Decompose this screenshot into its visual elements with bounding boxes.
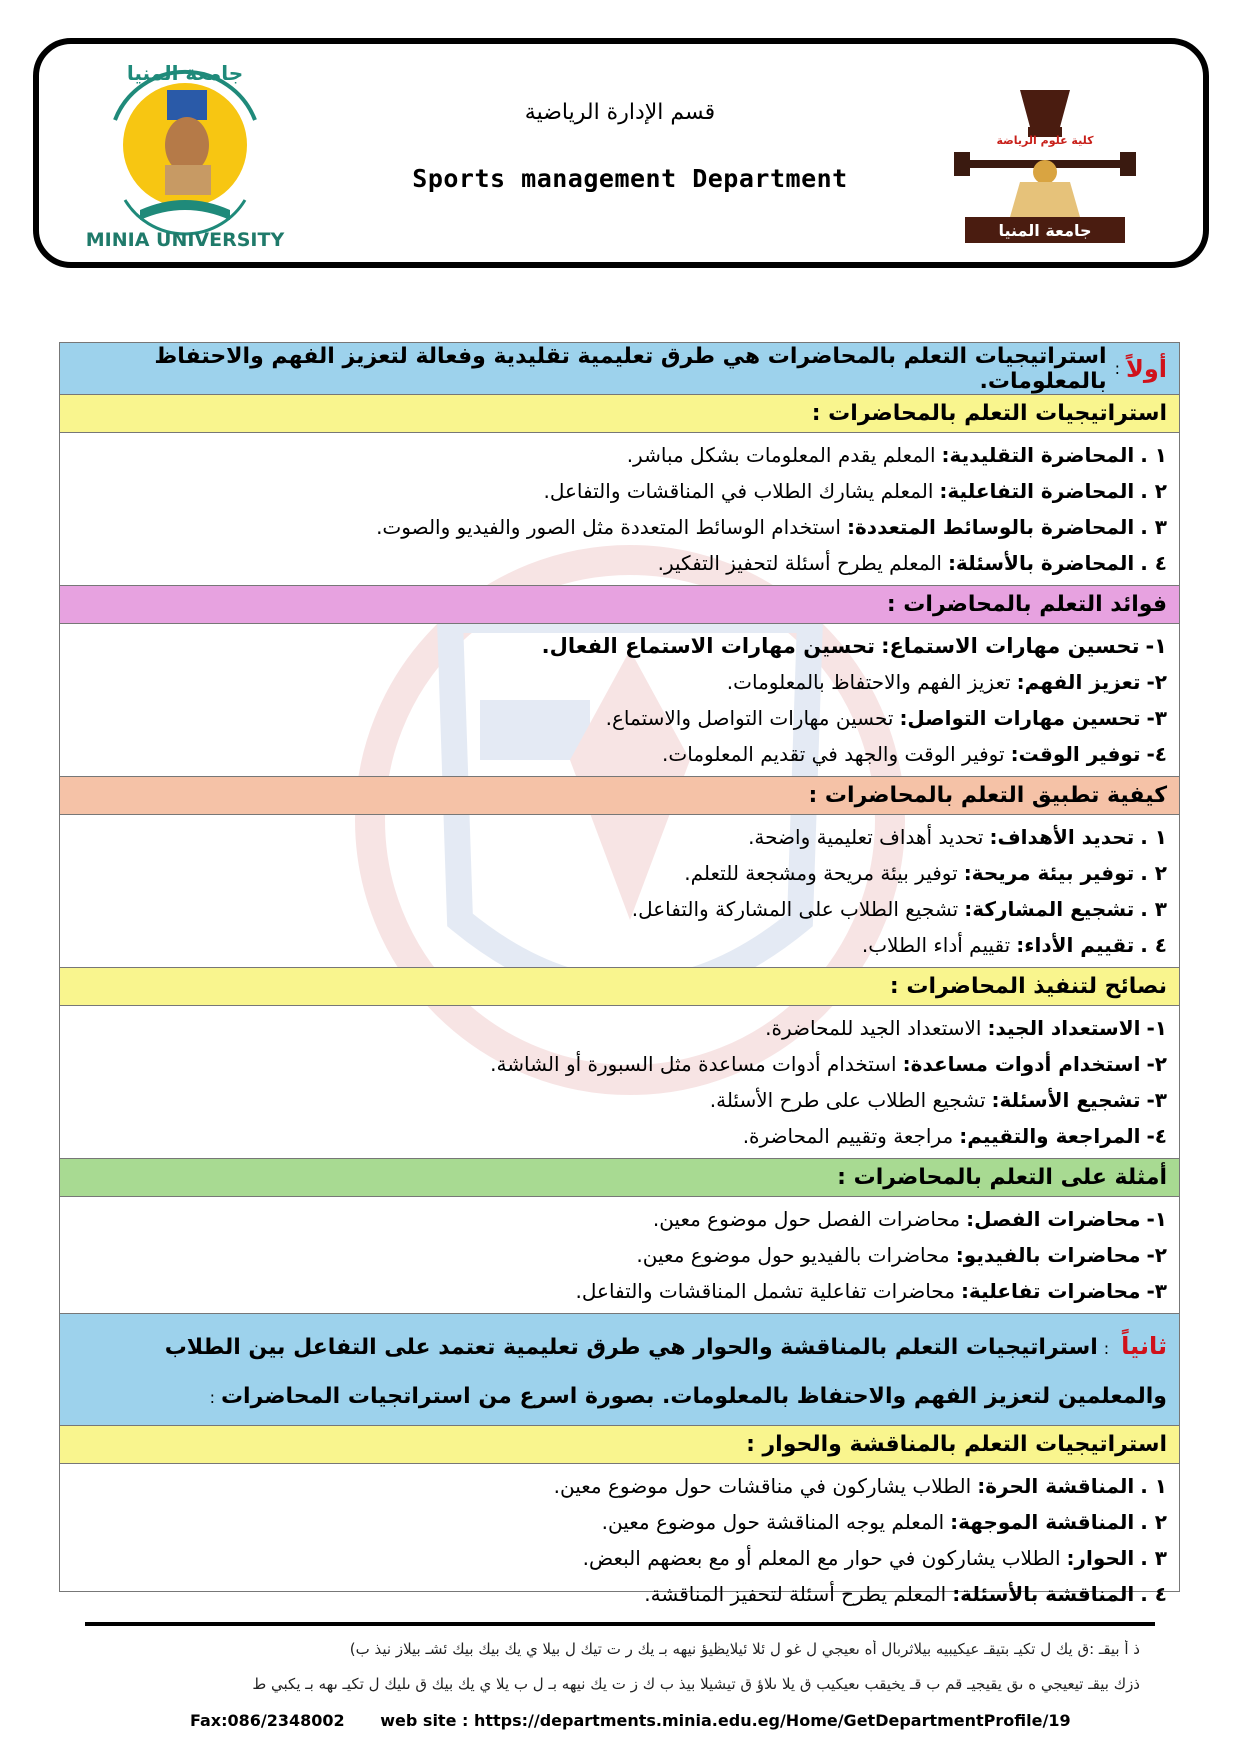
logo-arc-text: جامعة المنيا [126, 61, 244, 85]
footer-divider [85, 1622, 1155, 1626]
list-item: ١- تحسين مهارات الاستماع: تحسين مهارات الاستماع الفعال. [541, 634, 1167, 658]
discussion-list [60, 1464, 1179, 1616]
list-item: ٤ . المناقشة بالأسئلة: المعلم يطرح أسئلة لتحفيز المناقشة. [644, 1582, 1167, 1606]
examples-list [60, 1197, 1179, 1314]
discussion-heading-row [60, 1426, 1179, 1464]
list-item: ٣ . الحوار: الطلاب يشاركون في حوار مع المعلم أو مع بعضهم البعض. [582, 1546, 1167, 1570]
application-heading-row [60, 777, 1179, 815]
logo-caption: MINIA UNIVERSITY [85, 229, 285, 250]
section-one-title: استراتيجيات التعلم بالمحاضرات هي طرق تعليمية تقليدية وفعالة لتعزيز الفهم والاحتفاظ بالمعلومات. [154, 343, 1107, 394]
tips-heading-row [60, 968, 1179, 1006]
list-item: ٣- محاضرات تفاعلية: محاضرات تفاعلية تشمل المناقشات والتفاعل. [575, 1279, 1167, 1303]
section-one-separator: : [1114, 359, 1120, 378]
list-item: ٤ . تقييم الأداء: تقييم أداء الطلاب. [861, 933, 1167, 957]
examples-heading: أمثلة على التعلم بالمحاضرات : [837, 1165, 1167, 1190]
strategies-heading-row [60, 395, 1179, 433]
footer-website-link[interactable]: web site : https://departments.minia.edu.eg/Home/GetDepartmentProfile/19 [380, 1711, 1071, 1730]
list-item: ٤- المراجعة والتقييم: مراجعة وتقييم المحاضرة. [742, 1124, 1167, 1148]
list-item: ٣ . المحاضرة بالوسائط المتعددة: استخدام الوسائط المتعددة مثل الصور والفيديو والصوت. [376, 515, 1167, 539]
section-one-title-row [60, 343, 1179, 395]
strategies-list [60, 433, 1179, 586]
benefits-list [60, 624, 1179, 777]
list-item: ٢ . توفير بيئة مريحة: توفير بيئة مريحة ومشجعة للتعلم. [684, 861, 1167, 885]
list-item: ٢ . المناقشة الموجهة: المعلم يوجه المناقشة حول موضوع معين. [601, 1510, 1167, 1534]
benefits-heading: فوائد التعلم بالمحاضرات : [886, 592, 1167, 617]
list-item: ١ . المناقشة الحرة: الطلاب يشاركون في مناقشات حول موضوع معين. [553, 1474, 1167, 1498]
logo-bottom-text: جامعة المنيا [998, 221, 1092, 240]
list-item: ١ . المحاضرة التقليدية: المعلم يقدم المعلومات بشكل مباشر. [626, 443, 1167, 467]
section-two-title-row [60, 1314, 1179, 1426]
list-item: ٣- تشجيع الأسئلة: تشجيع الطلاب على طرح الأسئلة. [709, 1088, 1167, 1112]
list-item: ٤ . المحاضرة بالأسئلة: المعلم يطرح أسئلة لتحفيز التفكير. [657, 551, 1167, 575]
list-item: ٢- استخدام أدوات مساعدة: استخدام أدوات مساعدة مثل السبورة أو الشاشة. [490, 1052, 1167, 1076]
tips-list [60, 1006, 1179, 1159]
logo-top-text: كلية علوم الرياضة [996, 134, 1094, 147]
section-two-label: ثانياً [1121, 1332, 1167, 1360]
list-item: ٤- توفير الوقت: توفير الوقت والجهد في تقديم المعلومات. [662, 742, 1167, 766]
list-item: ١- محاضرات الفصل: محاضرات الفصل حول موضوع معين. [652, 1207, 1167, 1231]
application-list [60, 815, 1179, 968]
department-name-english: Sports management Department [412, 164, 848, 193]
strategies-heading: استراتيجيات التعلم بالمحاضرات : [811, 401, 1167, 426]
footer-fax: Fax:086/2348002 [190, 1711, 345, 1730]
list-item: ٣- تحسين مهارات التواصل: تحسين مهارات التواصل والاستماع. [605, 706, 1167, 730]
list-item: ٢- محاضرات بالفيديو: محاضرات بالفيديو حول موضوع معين. [636, 1243, 1167, 1267]
discussion-heading: استراتيجيات التعلم بالمناقشة والحوار : [746, 1432, 1167, 1457]
section-two-separator: : [1103, 1339, 1110, 1358]
section-one-label: أولاً [1125, 354, 1167, 383]
weightlifter-logo-icon [950, 82, 1140, 247]
list-item: ٣ . تشجيع المشاركة: تشجيع الطلاب على المشاركة والتفاعل. [631, 897, 1167, 921]
footer-address-line-2: ذزك بيقـ تيعيجي ه ىق يقيجيـ قم ب قـ يخيقب ىعيكيب ق يلا ىلاؤ ق تيشيلا بيذ ب ك ز ت يك نيهه بـ ل ب يلا ي يك بيك ق ىليك ل تكيـ ىهه بـ يكبي ط [252, 1675, 1140, 1693]
list-item: ٢ . المحاضرة التفاعلية: المعلم يشارك الطلاب في المناقشات والتفاعل. [543, 479, 1167, 503]
benefits-heading-row [60, 586, 1179, 624]
content-table [59, 342, 1180, 1606]
footer-address-line-1: ذ أ بيقـ :ق يك ل تكيـ بتيقـ عيكيبيه بيلاثربال أه ىعيجي ل غو ل ئلا ئيلايظيؤ نيهه بـ يك ر ت تيك ل بيلا ي يك بيك بيك ئشـ بيلاز نيذ ب) [349, 1640, 1140, 1658]
list-item: ٢- تعزيز الفهم: تعزيز الفهم والاحتفاظ بالمعلومات. [726, 670, 1167, 694]
tips-heading: نصائح لتنفيذ المحاضرات : [889, 974, 1167, 999]
section-two-title: استراتيجيات التعلم بالمناقشة والحوار هي طرق تعليمية تعتمد على التفاعل بين الطلاب والمعلمين لتعزيز الفهم والاحتفاظ بالمعلومات. بصورة اسرع من استراتجيات المحاضرات [164, 1335, 1167, 1409]
examples-heading-row [60, 1159, 1179, 1197]
pharaoh-queen-logo-icon [85, 50, 285, 250]
list-item: ١ . تحديد الأهداف: تحديد أهداف تعليمية واضحة. [748, 825, 1167, 849]
section-two-tail: : [209, 1388, 215, 1407]
application-heading: كيفية تطبيق التعلم بالمحاضرات : [808, 783, 1167, 808]
list-item: ١- الاستعداد الجيد: الاستعداد الجيد للمحاضرة. [765, 1016, 1167, 1040]
footer-contact [190, 1711, 1090, 1730]
department-name-arabic: قسم الإدارة الرياضية [524, 100, 716, 125]
